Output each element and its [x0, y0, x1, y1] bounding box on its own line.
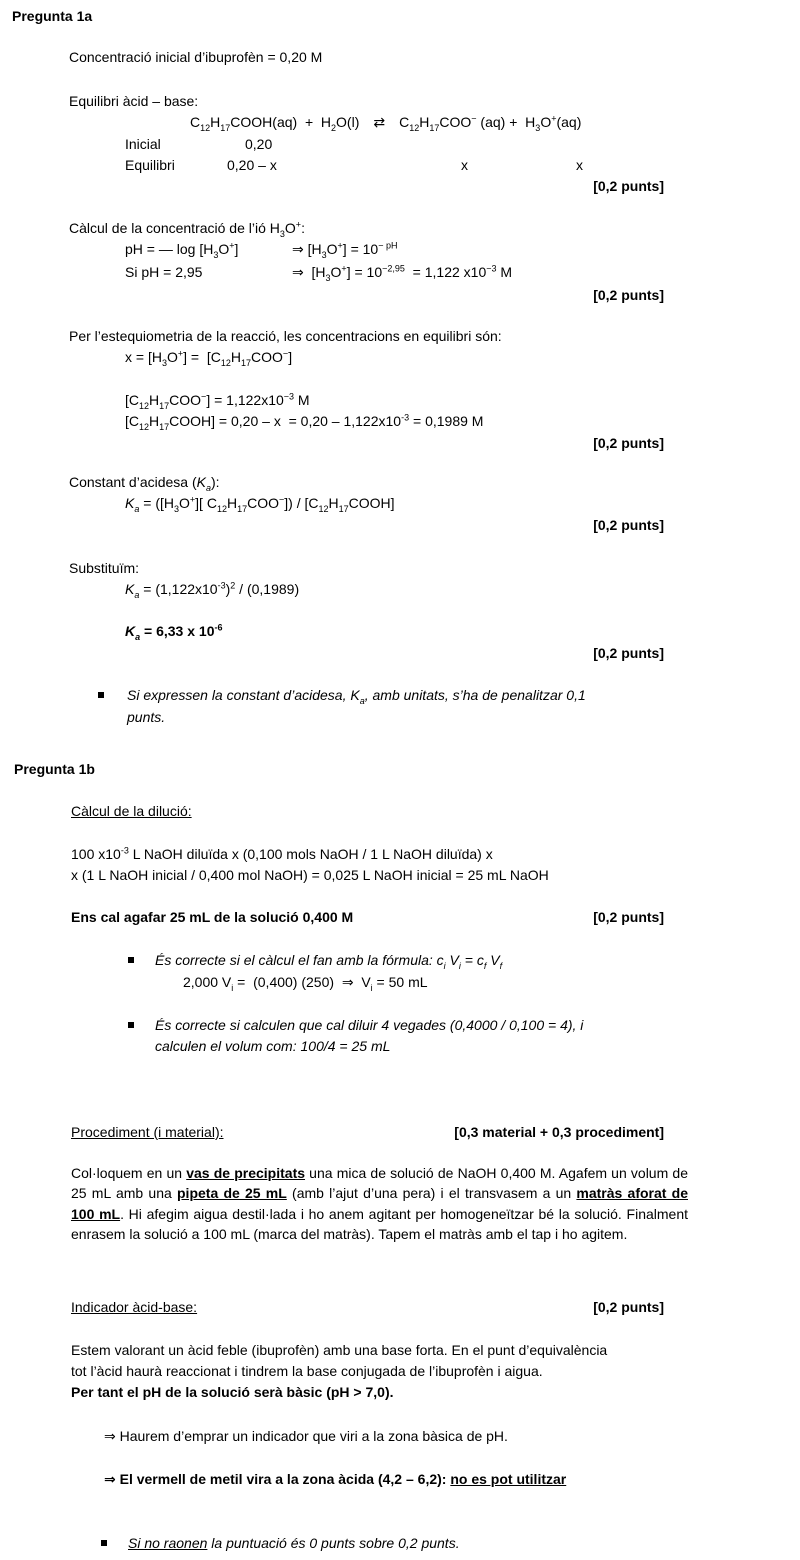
initial-concentration: Concentració inicial d’ibuprofèn = 0,20 M	[69, 49, 323, 65]
reaction-equation: $C_{12}H_{17}COOH(aq) + H_2O(l)$ ⇄ $C_{12}H_{17}COO^-$ $(aq) + H_3O^+(aq)$	[190, 113, 582, 133]
dilution-factor-note-line1: És correcte si calculen que cal diluir 4 vegades (0,4000 / 0,100 = 4), i	[155, 1017, 584, 1033]
indicator-line-1: Estem valorant un àcid feble (ibuprofèn) amb una base forta. En el punt d’equivalència	[71, 1342, 608, 1358]
points-4: [0,2 punts]	[593, 517, 664, 533]
heading-pregunta-1b: Pregunta 1b	[14, 761, 95, 777]
points-2: [0,2 punts]	[593, 287, 664, 303]
equilibrium-title: Equilibri àcid – base:	[69, 93, 199, 109]
ka-title: Constant d’acidesa $(K_a)$:	[69, 474, 220, 493]
points-5: [0,2 punts]	[593, 645, 664, 661]
final-note: Si no raonen la puntuació és 0 punts sobre 0,2 punts.	[128, 1535, 460, 1551]
concentration-acid: $[C_{12}H_{17}COOH] = 0,20 - x = 0,20 - 1,122x10^{-3} = 0,1989$ M	[125, 412, 484, 432]
row-equilibrium-label: Equilibri	[125, 157, 175, 173]
substitution-title: Substituïm:	[69, 560, 140, 576]
row-initial-value: 0,20	[245, 136, 273, 152]
bullet-marker	[98, 692, 104, 698]
formula-note-line1: És correcte si el càlcul el fan amb la fórmula: $c_i$ $V_i = c_f$ $V_f$	[155, 952, 503, 971]
indicator-arrow-1: ⇒ Haurem d’emprar un indicador que viri a la zona bàsica de pH.	[104, 1428, 508, 1444]
bullet-marker	[128, 1022, 134, 1028]
indicator-line-3: Per tant el pH de la solució serà bàsic (pH > 7,0).	[71, 1384, 394, 1400]
dilution-line-1: 100 $x10^{-3}$ L NaOH diluïda x (0,100 mols NaOH / 1 L NaOH diluïda) x	[71, 845, 493, 862]
row-equilibrium-x1: x	[461, 157, 468, 173]
procedure-paragraph: Col·loquem en un vas de precipitats una mica de solució de NaOH 0,400 M. Agafem un volum de 25 mL amb una pipeta de 25 mL (amb l’ajut d’una pera) i el transvasem a un matràs aforat de 100 mL. Hi afegim aigua destil·lada i ho anem agitant per homogeneïtzar bé la solució. Finalment enrasem la solució a 100 mL (marca del matràs). Tapem el matràs amb el tap i ho agitem.	[71, 1165, 689, 1242]
beaker-term: vas de precipitats	[186, 1165, 306, 1181]
ka-result: $K_a = 6,33$ x $10^{-6}$	[125, 622, 223, 642]
bullet-marker	[101, 1540, 107, 1546]
pipette-term: pipeta de 25 mL	[177, 1185, 287, 1202]
ph-definition: pH = — $\log [H_3O^+]$	[125, 240, 239, 260]
indicator-arrow-2: ⇒ El vermell de metil vira a la zona àcida (4,2 – 6,2): no es pot utilitzar	[104, 1471, 567, 1487]
heading-pregunta-1a: Pregunta 1a	[12, 8, 93, 24]
row-equilibrium-x2: x	[576, 157, 583, 173]
penalty-note-line2: punts.	[127, 709, 166, 725]
ph-arrow-1: ⇒ $[H_3O^+] = 10^{- pH}$	[292, 240, 398, 260]
points-6: [0,2 punts]	[593, 909, 664, 925]
procedure-title: Procediment (i material):	[71, 1124, 224, 1140]
equilibrium-arrow: ⇄	[373, 114, 386, 130]
bullet-marker	[128, 957, 134, 963]
concentration-anion: $[C_{12}H_{17}COO^-] = 1,122x10^{-3}$ M	[125, 391, 310, 411]
points-3: [0,2 punts]	[593, 435, 664, 451]
stoichiometry-x: $x = [H_3O^+] = [C_{12}H_{17}COO^-]$	[125, 348, 293, 368]
indicator-line-2: tot l’àcid haurà reaccionat i tindrem la base conjugada de l’ibuprofèn i aigua.	[71, 1363, 543, 1379]
dilution-factor-note-line2: calculen el volum com: 100/4 = 25 mL	[155, 1038, 391, 1054]
indicator-title: Indicador àcid-base:	[71, 1299, 198, 1315]
ka-formula: $K_a = ([H_3O^+]$[ $C_{12}H_{17}COO^-$]) / $[C_{12}H_{17}COOH]$	[125, 494, 395, 514]
dilution-title: Càlcul de la dilució:	[71, 803, 192, 819]
substitution-formula: $K_a = (1,122x10^{-3})^2 / (0,1989)$	[125, 580, 300, 600]
stoichiometry-title: Per l’estequiometria de la reacció, les concentracions en equilibri són:	[69, 328, 502, 344]
formula-note-line2: 2,000 $V_i = (0,400)$ (250) ⇒ $V_i = 50$ mL	[183, 974, 428, 993]
points-1: [0,2 punts]	[593, 178, 664, 194]
dilution-line-2: x (1 L NaOH inicial / 0,400 mol NaOH) = 0,025 L NaOH inicial = 25 mL NaOH	[71, 867, 549, 883]
flask-term: matràs aforat de 100 mL	[71, 1185, 689, 1222]
h3o-title: Càlcul de la concentració de l’ió $H_3O^+$:	[69, 219, 305, 239]
row-initial-label: Inicial	[125, 136, 161, 152]
row-equilibrium-value: 0,20 – x	[227, 157, 277, 173]
points-7: [0,3 material + 0,3 procediment]	[454, 1124, 664, 1140]
ph-given: Si pH = 2,95	[125, 264, 203, 280]
dilution-result: Ens cal agafar 25 mL de la solució 0,400 M	[71, 909, 354, 925]
penalty-note-line1: Si expressen la constant d’acidesa, $K_a$, amb unitats, s’ha de penalitzar 0,1	[127, 687, 586, 706]
points-8: [0,2 punts]	[593, 1299, 664, 1315]
ph-arrow-2: ⇒ $[H_3O^+] = 10^{-2,95} = 1,122$ $x10^{-3}$ M	[292, 263, 513, 283]
